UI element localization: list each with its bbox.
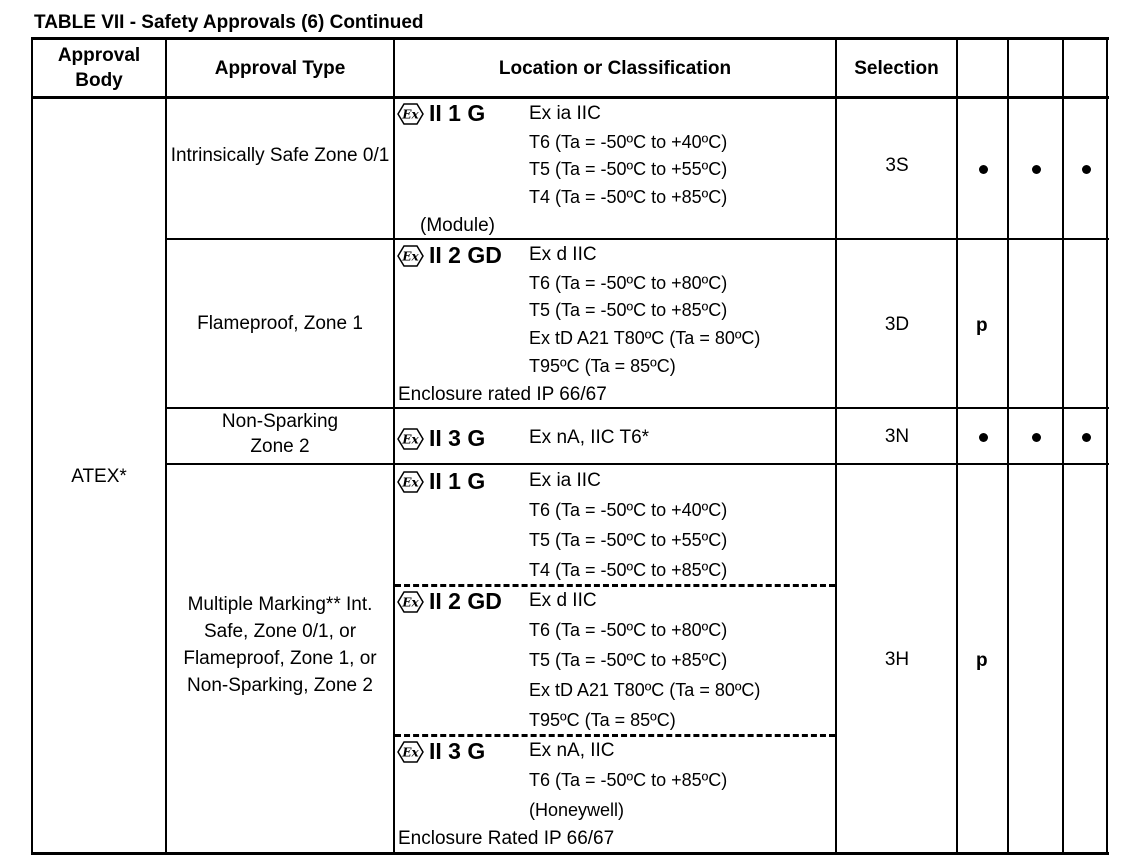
svg-text:Ex: Ex	[402, 595, 419, 609]
header-approval-type: Approval Type	[214, 58, 346, 79]
availability-bullet	[1032, 165, 1041, 174]
dashed-separator	[395, 734, 835, 737]
ex-hexagon-icon	[396, 427, 425, 451]
classification-line: Ex nA, IIC T6*	[529, 427, 650, 448]
selection-code: 3N	[884, 426, 910, 447]
classification-line: T5 (Ta = -50ºC to +55ºC)	[529, 159, 728, 179]
classification-line: T6 (Ta = -50ºC to +80ºC)	[529, 273, 728, 293]
classification-note: (Module)	[420, 215, 495, 236]
ex-marking-text: II 3 G	[429, 738, 486, 764]
col-line-1	[165, 37, 167, 855]
classification-line: Ex ia IIC	[529, 103, 601, 124]
col-line-0	[31, 37, 33, 855]
svg-text:Ex: Ex	[402, 249, 419, 263]
classification-line: T5 (Ta = -50ºC to +85ºC)	[529, 300, 728, 320]
classification-line: T4 (Ta = -50ºC to +85ºC)	[529, 187, 728, 207]
classification-line: T6 (Ta = -50ºC to +40ºC)	[529, 500, 728, 520]
classification-line: T95ºC (Ta = 85ºC)	[529, 356, 676, 376]
selection-code: 3S	[885, 155, 909, 176]
availability-bullet	[979, 165, 988, 174]
classification-note: Enclosure Rated IP 66/67	[398, 828, 615, 849]
approval-type-text: Non-Sparking Zone 2	[221, 411, 339, 457]
classification-line: T6 (Ta = -50ºC to +40ºC)	[529, 132, 728, 152]
approval-type: Flameproof, Zone 1	[197, 313, 363, 334]
classification-line: Ex d IIC	[529, 590, 597, 611]
classification-line: Ex d IIC	[529, 244, 597, 265]
col-line-5	[1007, 37, 1009, 855]
classification-line: Ex tD A21 T80ºC (Ta = 80ºC)	[529, 328, 761, 348]
classification-line: (Honeywell)	[529, 800, 625, 820]
ex-marking-text: II 1 G	[429, 468, 486, 494]
table-top-border	[31, 37, 1109, 40]
selection-code: 3H	[884, 649, 910, 670]
availability-mark: p	[976, 650, 988, 671]
classification-line: Ex ia IIC	[529, 470, 601, 491]
approval-type: Intrinsically Safe Zone 0/1	[170, 145, 390, 166]
ex-hexagon-icon	[396, 740, 425, 764]
ex-marking-text: II 1 G	[429, 100, 486, 126]
ex-marking	[396, 242, 502, 269]
header-location: Location or Classification	[498, 58, 732, 79]
ex-marking-text: II 3 G	[429, 425, 486, 451]
classification-line: Ex tD A21 T80ºC (Ta = 80ºC)	[529, 680, 761, 700]
ex-hexagon-icon	[396, 590, 425, 614]
availability-mark: p	[976, 315, 988, 336]
ex-marking	[396, 425, 485, 452]
approval-type: Multiple Marking** Int. Safe, Zone 0/1, or Flameproof, Zone 1, or Non-Sparking, Zone 2	[183, 594, 377, 696]
table-title: TABLE VII - Safety Approvals (6) Continued	[34, 12, 424, 33]
availability-bullet	[1032, 433, 1041, 442]
col-line-2	[393, 37, 395, 855]
availability-bullet	[1082, 165, 1091, 174]
availability-bullet	[979, 433, 988, 442]
svg-text:Ex: Ex	[402, 107, 419, 121]
ex-hexagon-icon	[396, 244, 425, 268]
header-bottom-border	[31, 96, 1109, 99]
classification-note: Enclosure rated IP 66/67	[398, 384, 607, 405]
svg-text:Ex: Ex	[402, 475, 419, 489]
header-selection: Selection	[854, 58, 939, 79]
ex-marking	[396, 100, 485, 127]
classification-line: Ex nA, IIC	[529, 740, 615, 761]
classification-line: T6 (Ta = -50ºC to +80ºC)	[529, 620, 728, 640]
classification-line: T5 (Ta = -50ºC to +55ºC)	[529, 530, 728, 550]
row-separator	[165, 238, 1109, 240]
row-separator	[165, 463, 1109, 465]
classification-line: T95ºC (Ta = 85ºC)	[529, 710, 676, 730]
ex-marking	[396, 588, 502, 615]
selection-code: 3D	[884, 314, 910, 335]
classification-line: T5 (Ta = -50ºC to +85ºC)	[529, 650, 728, 670]
svg-text:Ex: Ex	[402, 745, 419, 759]
ex-marking	[396, 738, 485, 765]
availability-bullet	[1082, 433, 1091, 442]
header-approval-body: Approval Body	[57, 45, 141, 91]
approval-type	[169, 409, 391, 459]
classification-line: T4 (Ta = -50ºC to +85ºC)	[529, 560, 728, 580]
ex-marking-text: II 2 GD	[429, 588, 502, 614]
svg-text:Ex: Ex	[402, 432, 419, 446]
dashed-separator	[395, 584, 835, 587]
ex-hexagon-icon	[396, 102, 425, 126]
col-line-6	[1062, 37, 1064, 855]
ex-marking-text: II 2 GD	[429, 242, 502, 268]
ex-hexagon-icon	[396, 470, 425, 494]
approval-body: ATEX*	[71, 466, 127, 487]
classification-line: T6 (Ta = -50ºC to +85ºC)	[529, 770, 728, 790]
col-line-7	[1106, 37, 1108, 855]
ex-marking	[396, 468, 485, 495]
